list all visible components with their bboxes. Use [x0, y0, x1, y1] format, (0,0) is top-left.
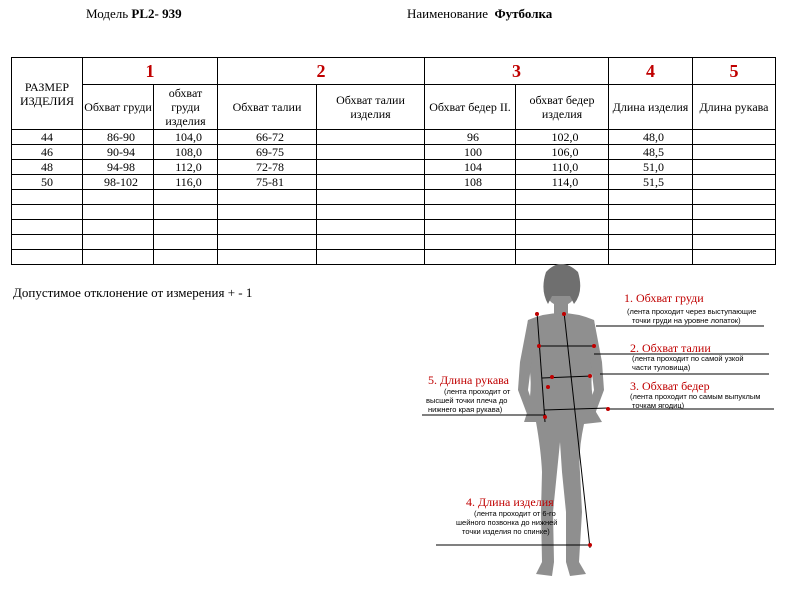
- table-cell: 48,5: [609, 145, 693, 160]
- table-cell: 66-72: [218, 130, 317, 145]
- size-cell: 44: [12, 130, 83, 145]
- table-cell: [693, 145, 776, 160]
- table-row: [12, 145, 776, 160]
- measurement-figure: [414, 262, 784, 592]
- measurement-note: точки груди на уровне лопаток): [632, 316, 741, 325]
- table-row: [12, 175, 776, 190]
- table-cell: 104: [425, 160, 516, 175]
- table-cell: 51,5: [609, 175, 693, 190]
- measurement-note: части туловища): [632, 363, 691, 372]
- table-cell: [317, 175, 425, 190]
- table-cell: 100: [425, 145, 516, 160]
- measurement-title: 5. Длина рукава: [428, 373, 509, 387]
- table-cell: 114,0: [516, 175, 609, 190]
- model-label: Модель: [86, 6, 129, 21]
- measurement-note: высшей точки плеча до: [426, 396, 508, 405]
- empty-row: [12, 190, 776, 205]
- measurement-note: шейного позвонка до нижней: [456, 518, 558, 527]
- model-header: [86, 6, 182, 22]
- table-cell: [693, 160, 776, 175]
- product-name-label: Наименование: [407, 6, 488, 21]
- table-cell: 116,0: [154, 175, 218, 190]
- measurement-note: нижнего края рукава): [428, 405, 503, 414]
- measurement-title: 2. Обхват талии: [630, 341, 711, 355]
- column-header: Длина изделия: [609, 85, 693, 130]
- column-header: Обхват бедер II.: [425, 85, 516, 130]
- table-row: [12, 160, 776, 175]
- empty-row: [12, 235, 776, 250]
- table-cell: 112,0: [154, 160, 218, 175]
- group-header-4: 4: [609, 58, 693, 85]
- measurement-note: (лента проходит от 6-го: [474, 509, 556, 518]
- column-header: обхват бедер изделия: [516, 85, 609, 130]
- table-cell: 69-75: [218, 145, 317, 160]
- empty-row: [12, 220, 776, 235]
- size-table: [11, 57, 776, 265]
- measurement-note: (лента проходит по самым выпуклым: [630, 392, 761, 401]
- table-cell: 104,0: [154, 130, 218, 145]
- column-header: Обхват груди: [83, 85, 154, 130]
- group-header-5: 5: [693, 58, 776, 85]
- size-cell: 48: [12, 160, 83, 175]
- measurement-title: 1. Обхват груди: [624, 291, 704, 305]
- column-header: обхват груди изделия: [154, 85, 218, 130]
- measurement-note: точкам ягодиц): [632, 401, 685, 410]
- table-cell: 90-94: [83, 145, 154, 160]
- table-cell: 108,0: [154, 145, 218, 160]
- group-header-3: 3: [425, 58, 609, 85]
- measurement-title: 3. Обхват бедер: [630, 379, 710, 393]
- table-cell: 106,0: [516, 145, 609, 160]
- column-header: Обхват талии изделия: [317, 85, 425, 130]
- table-cell: 48,0: [609, 130, 693, 145]
- measurement-note: точки изделия по спинке): [462, 527, 550, 536]
- table-row: [12, 130, 776, 145]
- table-cell: 102,0: [516, 130, 609, 145]
- measurement-note: (лента проходит от: [444, 387, 511, 396]
- column-header: Длина рукава: [693, 85, 776, 130]
- measurement-note: (лента проходит через выступающие: [627, 307, 757, 316]
- table-cell: 51,0: [609, 160, 693, 175]
- table-cell: 98-102: [83, 175, 154, 190]
- size-cell: 46: [12, 145, 83, 160]
- table-cell: [317, 160, 425, 175]
- product-name-header: [407, 6, 552, 22]
- tolerance-note: Допустимое отклонение от измерения + - 1: [13, 285, 253, 300]
- table-cell: 75-81: [218, 175, 317, 190]
- table-cell: 110,0: [516, 160, 609, 175]
- table-cell: [317, 145, 425, 160]
- product-name-value: Футболка: [494, 6, 553, 21]
- group-header-1: 1: [83, 58, 218, 85]
- measurement-title: 4. Длина изделия: [466, 495, 554, 509]
- table-cell: 94-98: [83, 160, 154, 175]
- model-value: PL2- 939: [131, 6, 182, 21]
- size-cell: 50: [12, 175, 83, 190]
- size-column-header: РАЗМЕР ИЗДЕЛИЯ: [12, 58, 83, 130]
- table-cell: 96: [425, 130, 516, 145]
- table-cell: 86-90: [83, 130, 154, 145]
- group-header-2: 2: [218, 58, 425, 85]
- measurement-note: (лента проходит по самой узкой: [632, 354, 744, 363]
- table-cell: [317, 130, 425, 145]
- empty-row: [12, 205, 776, 220]
- column-header: Обхват талии: [218, 85, 317, 130]
- table-cell: 108: [425, 175, 516, 190]
- table-cell: [693, 130, 776, 145]
- table-cell: [693, 175, 776, 190]
- table-cell: 72-78: [218, 160, 317, 175]
